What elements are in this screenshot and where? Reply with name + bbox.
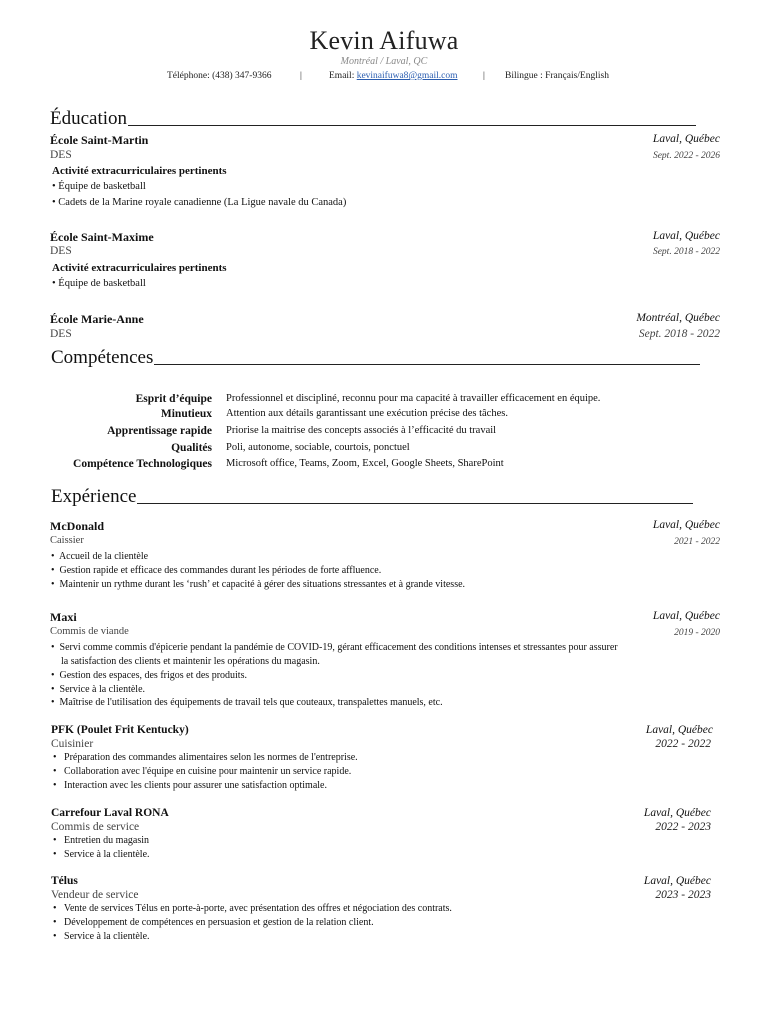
job-location: Laval, Québec — [643, 875, 711, 887]
skill-label: Esprit d’équipe — [135, 393, 212, 405]
job-bullet: • Gestion des espaces, des frigos et des produits. — [51, 670, 247, 681]
email-label: Email: — [329, 71, 357, 81]
job-location: Laval, Québec — [652, 610, 720, 622]
job-bullet-text: Préparation des commandes alimentaires selon les normes de l'entreprise. — [64, 752, 358, 763]
job-bullet-text: Maintenir un rythme durant les ‘rush’ et capacité à gérer des situations stressantes et à grande vitesse. — [59, 579, 466, 590]
skill-value: Microsoft office, Teams, Zoom, Excel, Google Sheets, SharePoint — [226, 458, 504, 469]
school-name: École Saint-Maxime — [50, 230, 154, 244]
section-experience-heading — [51, 486, 693, 508]
job-bullet: • Préparation des commandes alimentaires selon les normes de l'entreprise. — [53, 752, 358, 763]
job-location: Laval, Québec — [643, 807, 711, 819]
job-bullet: • Service à la clientèle. — [53, 931, 150, 942]
school-location: Laval, Québec — [652, 230, 720, 242]
email-line — [329, 71, 458, 81]
job-bullet: • Accueil de la clientèle — [51, 551, 149, 562]
email-link[interactable]: kevinaifuwa8@gmail.com — [356, 71, 458, 81]
job-dates: 2022 - 2022 — [655, 738, 711, 750]
job-bullet-text: Servi comme commis d'épicerie pendant la pandémie de COVID-19, gérant efficacement des conditions intenses et stressantes pour assurer — [59, 642, 618, 653]
skill-value: Priorise la maitrise des concepts associés à l’efficacité du travail — [226, 425, 497, 436]
skill-label: Compétence Technologiques — [73, 458, 212, 470]
job-bullet-text: Maîtrise de l'utilisation des équipements de travail tels que couteaux, transpalettes manuels, etc. — [59, 697, 443, 708]
skill-value: Poli, autonome, sociable, courtois, ponctuel — [226, 442, 410, 453]
section-rule — [154, 364, 700, 365]
school-name: École Saint-Martin — [50, 133, 149, 147]
job-bullet: • Collaboration avec l'équipe en cuisine pour maintenir un service rapide. — [53, 766, 352, 777]
job-bullet: • Développement de compétences en persuasion et gestion de la relation client. — [53, 917, 374, 928]
job-dates: 2019 - 2020 — [674, 628, 720, 638]
job-bullet-continuation: la satisfaction des clients et maintenir les opérations du magasin. — [61, 656, 320, 667]
job-bullet-text: Service à la clientèle. — [59, 684, 146, 695]
section-title: Éducation — [50, 108, 128, 129]
activities-title: Activité extracurriculaires pertinents — [52, 165, 227, 177]
phone-number: Téléphone: (438) 347-9366 — [167, 71, 272, 81]
job-bullet: • Vente de services Télus en porte-à-porte, avec présentation des offres et négociation des contrats. — [53, 903, 452, 914]
job-location: Laval, Québec — [645, 724, 713, 736]
school-dates: Sept. 2018 - 2022 — [652, 247, 720, 257]
skill-value: Professionnel et discipliné, reconnu pour ma capacité à travailler efficacement en équipe. — [226, 393, 601, 404]
skill-label: Qualités — [171, 442, 212, 454]
job-dates: 2021 - 2022 — [674, 537, 720, 547]
job-bullet: • Maîtrise de l'utilisation des équipements de travail tels que couteaux, transpalettes manuels, etc. — [51, 697, 443, 708]
job-role: Cuisinier — [51, 738, 94, 750]
school-location: Laval, Québec — [652, 133, 720, 145]
section-education-heading — [50, 108, 696, 130]
job-bullet-text: Collaboration avec l'équipe en cuisine pour maintenir un service rapide. — [64, 766, 352, 777]
school-degree: DES — [50, 328, 72, 340]
job-bullet: • Gestion rapide et efficace des commandes durant les périodes de forte affluence. — [51, 565, 382, 576]
job-company: Télus — [51, 875, 78, 887]
job-role: Commis de service — [51, 821, 140, 833]
job-bullet-text: Entretien du magasin — [64, 835, 149, 846]
job-role: Commis de viande — [50, 626, 129, 637]
activities-title: Activité extracurriculaires pertinents — [52, 262, 227, 274]
activity-item: • Équipe de basketball — [52, 181, 146, 192]
candidate-name: Kevin Aifuwa — [309, 26, 459, 55]
job-role: Caissier — [50, 535, 84, 546]
school-degree: DES — [50, 149, 72, 161]
skill-label: Apprentissage rapide — [107, 425, 212, 437]
job-bullet: • Servi comme commis d'épicerie pendant la pandémie de COVID-19, gérant efficacement des conditions intenses et stressantes pour assurer — [51, 642, 618, 653]
school-location: Montréal, Québec — [636, 312, 720, 324]
job-dates: 2022 - 2023 — [655, 821, 711, 833]
job-bullet-text: Gestion rapide et efficace des commandes durant les périodes de forte affluence. — [59, 565, 382, 576]
section-rule — [137, 503, 693, 504]
school-name: École Marie-Anne — [50, 312, 144, 326]
skill-label: Minutieux — [160, 408, 212, 420]
job-location: Laval, Québec — [652, 519, 720, 531]
job-bullet: • Service à la clientèle. — [51, 684, 146, 695]
section-rule — [128, 125, 696, 126]
skill-value: Attention aux détails garantissant une exécution précise des tâches. — [226, 408, 508, 419]
job-bullet: • Service à la clientèle. — [53, 849, 150, 860]
contact-separator: | — [483, 71, 485, 81]
school-dates: Sept. 2022 - 2026 — [652, 151, 720, 161]
school-dates: Sept. 2018 - 2022 — [638, 328, 720, 340]
job-company: Maxi — [50, 610, 77, 624]
job-bullet-text: Interaction avec les clients pour assurer une satisfaction optimale. — [64, 780, 327, 791]
school-degree: DES — [50, 245, 72, 257]
languages: Bilingue : Français/English — [505, 71, 609, 81]
job-bullet-text: Développement de compétences en persuasion et gestion de la relation client. — [64, 917, 374, 928]
section-title: Compétences — [51, 347, 154, 368]
job-bullet-text: Gestion des espaces, des frigos et des produits. — [59, 670, 247, 681]
job-role: Vendeur de service — [51, 889, 139, 901]
job-bullet-text: Vente de services Télus en porte-à-porte, avec présentation des offres et négociation des contrats. — [63, 903, 452, 914]
job-company: PFK (Poulet Frit Kentucky) — [51, 724, 189, 736]
job-company: McDonald — [50, 519, 104, 533]
job-bullet-text: Service à la clientèle. — [64, 849, 150, 860]
job-bullet-text: Service à la clientèle. — [64, 931, 150, 942]
candidate-location: Montréal / Laval, QC — [340, 56, 428, 67]
activity-item: • Équipe de basketball — [52, 278, 146, 289]
job-bullet: • Entretien du magasin — [53, 835, 149, 846]
job-bullet: • Interaction avec les clients pour assurer une satisfaction optimale. — [53, 780, 327, 791]
job-company: Carrefour Laval RONA — [51, 807, 169, 819]
activity-item: • Cadets de la Marine royale canadienne (La Ligue navale du Canada) — [52, 197, 347, 208]
job-dates: 2023 - 2023 — [655, 889, 711, 901]
section-skills-heading — [51, 347, 700, 369]
contact-separator: | — [300, 71, 302, 81]
job-bullet-text: Accueil de la clientèle — [58, 551, 149, 562]
section-title: Expérience — [51, 486, 137, 507]
job-bullet: • Maintenir un rythme durant les ‘rush’ et capacité à gérer des situations stressantes et à grande vitesse. — [51, 579, 466, 590]
